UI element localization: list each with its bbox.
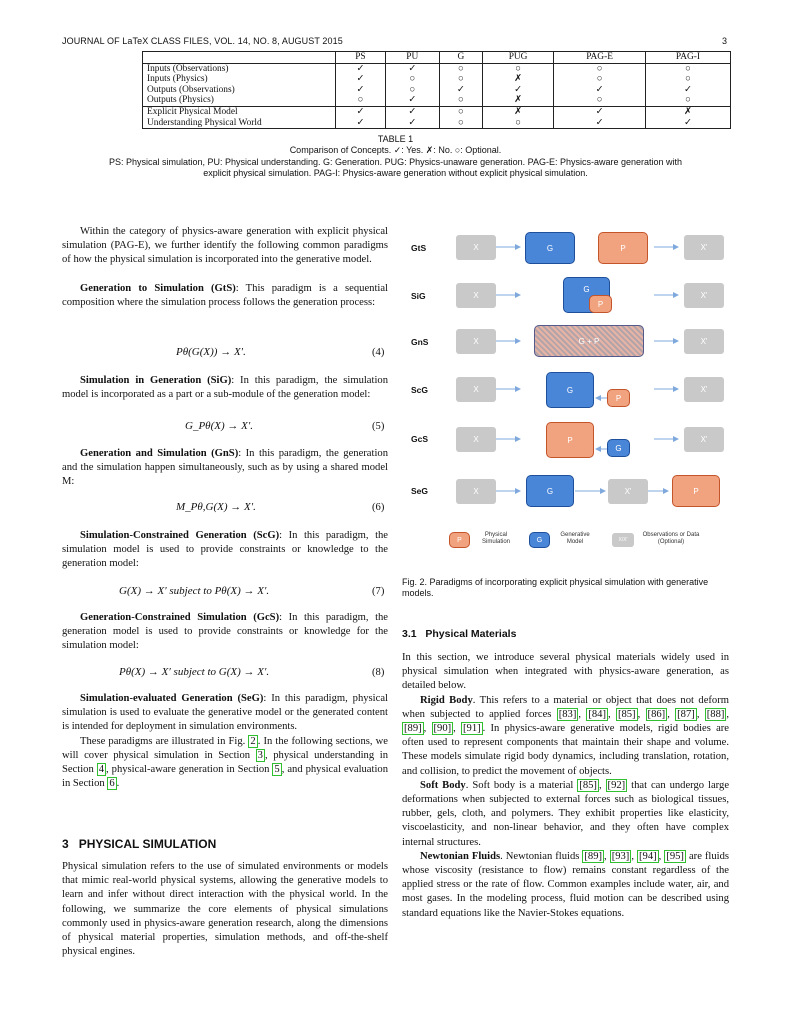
table-row <box>143 95 731 106</box>
citation-ref[interactable]: [94] <box>639 850 657 862</box>
row-label-scg: ScG <box>411 385 429 395</box>
table-cell: ○ <box>439 63 482 74</box>
col-pu: PU <box>385 52 439 64</box>
running-header: JOURNAL OF LaTeX CLASS FILES, VOL. 14, NO. 8, AUGUST 2015 <box>62 36 343 46</box>
seg-text: : In this paradigm, physical simulation is used to evaluate the generative model or the generated content is intended for deployment in simulation environments. <box>62 693 388 733</box>
table-legend-1: PS: Physical simulation, PU: Physical understanding. G: Generation. PUG: Physics-unaware generation. PAG-E: Physics-aware generation with <box>108 157 683 167</box>
table-cell: ○ <box>482 118 553 129</box>
table-cell: ○ <box>554 95 646 106</box>
table-cell: ○ <box>439 95 482 106</box>
scg-title: Simulation-Constrained Generation (ScG) <box>80 530 280 541</box>
sig-xp-box: X' <box>684 283 724 308</box>
table-cell: ✓ <box>554 118 646 129</box>
materials-intro: In this section, we introduce several physical materials widely used in physical simulation when integrated with physics-aware generation, as detailed below. <box>402 652 729 692</box>
table-row <box>143 74 731 85</box>
table-cell: ✓ <box>482 85 553 96</box>
scg-g-box: G <box>546 372 594 408</box>
table-cell: ✗ <box>482 74 553 85</box>
table-row <box>143 63 731 74</box>
intro-text: Within the category of physics-aware generation with explicit physical simulation (PAG-E), we further identify the following common paradigms of how the physical simulation is incorporated into the generative model. <box>62 226 388 266</box>
ref-section-6[interactable]: 6 <box>109 778 115 790</box>
citation-ref[interactable]: [84] <box>588 708 606 720</box>
col-pag-e: PAG-E <box>554 52 646 64</box>
para-sig <box>62 374 388 402</box>
section-3-title: PHYSICAL SIMULATION <box>78 837 217 851</box>
gns-gp-box: G + P <box>534 325 644 357</box>
table-cell: ✓ <box>439 85 482 96</box>
citation-ref[interactable]: [86] <box>647 708 666 720</box>
table-cell: ○ <box>645 63 730 74</box>
table-cell: ✓ <box>336 85 386 96</box>
table-cell: ✓ <box>336 118 386 129</box>
seg-xp-box: X' <box>608 479 648 504</box>
section-3-heading <box>62 837 216 851</box>
seg-p-box: P <box>672 475 720 507</box>
table-cell: ✓ <box>554 106 646 117</box>
gts-xp-box: X' <box>684 235 724 260</box>
table-cell: ○ <box>554 74 646 85</box>
sig-g-box: G <box>563 277 610 313</box>
newt-title: Newtonian Fluids <box>420 850 501 862</box>
citation-ref[interactable]: [90] <box>433 723 452 735</box>
soft-title: Soft Body <box>420 779 466 791</box>
table-cell: ✓ <box>385 63 439 74</box>
rigid-text-a: . This refers to a material or object that does not deform when subjected to applied forces <box>402 694 729 720</box>
table-caption: Comparison of Concepts. ✓: Yes. ✗: No. ○: Optional. <box>289 145 502 155</box>
gts-g-box: G <box>525 232 575 264</box>
table-cell: ✓ <box>385 95 439 106</box>
comparison-table <box>142 51 731 129</box>
legend-x-box: X/X' <box>612 533 634 547</box>
row-label: Outputs (Physics) <box>143 95 336 106</box>
ref-section-5[interactable]: 5 <box>274 764 280 776</box>
gcs-text: : In this paradigm, the generation model is used to provide constraints or knowledge for the simulation model: <box>62 612 389 652</box>
section-3-number: 3 <box>62 837 69 851</box>
col-pug: PUG <box>482 52 553 64</box>
table-cell: ○ <box>645 95 730 106</box>
para-gcs <box>62 611 388 654</box>
legend-x-label: Observations or Data (Optional) <box>642 532 700 545</box>
legend-p-box: P <box>449 532 470 548</box>
equation-5-number: (5) <box>372 421 385 432</box>
col-pag-i: PAG-I <box>645 52 730 64</box>
para-gns <box>62 447 388 490</box>
gns-text: : In this paradigm, the generation and the simulation happen simultaneously, such as by using a shared model M: <box>62 448 388 488</box>
table-cell: ○ <box>645 74 730 85</box>
row-label: Outputs (Observations) <box>143 85 336 96</box>
ill-text-f: . <box>116 778 120 790</box>
equation-6-number: (6) <box>372 502 385 513</box>
equation-4-number: (4) <box>372 347 385 358</box>
table-cell: ✓ <box>385 118 439 129</box>
para-soft-body <box>402 779 729 850</box>
scg-xp-box: X' <box>684 377 724 402</box>
row-label-gns: GnS <box>411 337 429 347</box>
subsection-number: 3.1 <box>402 628 417 640</box>
seg-title: Simulation-evaluated Generation (SeG) <box>80 693 264 704</box>
scg-p-box: P <box>607 389 630 407</box>
table-cell: ✓ <box>645 118 730 129</box>
para-scg <box>62 529 388 572</box>
citation-ref[interactable]: [93] <box>611 850 630 862</box>
ref-fig-2[interactable]: 2 <box>250 735 256 747</box>
table-row <box>143 106 731 117</box>
sig-x-box: X <box>456 283 496 308</box>
citation-ref[interactable]: [95] <box>666 850 684 862</box>
table-cell: ✗ <box>482 95 553 106</box>
row-label-sig: SiG <box>411 291 426 301</box>
table-corner <box>143 52 336 64</box>
table-cell: ✗ <box>645 106 730 117</box>
row-label-seg: SeG <box>411 486 429 496</box>
citation-ref[interactable]: [85] <box>579 779 597 791</box>
table-row <box>143 118 731 129</box>
table-cell: ○ <box>482 63 553 74</box>
citation-ref[interactable]: [91] <box>463 723 481 735</box>
citation-ref[interactable]: [87] <box>677 708 695 720</box>
rigid-text-b: . In physics-aware generative models, rigid bodies are often used to represent components that maintain their shape and volume. These models simulate rigid body dynamics, including translation, rotation, and collision, to predict the movement of objects. <box>402 723 730 777</box>
sig-p-box: P <box>589 295 612 313</box>
rigid-refs: [83] , [84] , [85] , [86] , [87] , [88] , [89] , [90] , [91] <box>404 708 730 735</box>
gts-x-box: X <box>456 235 496 260</box>
citation-ref[interactable]: [85] <box>617 708 636 720</box>
ill-text-e: , and physical evaluation in Section <box>62 764 388 790</box>
figure-2-caption: Fig. 2. Paradigms of incorporating explicit physical simulation with generative models. <box>402 577 709 598</box>
soft-text-b: that can undergo large deformations when subjected to external forces such as biological tissues, rubber, gels, cloth, and polymers. They exhibit properties like elasticity, viscoelasticity, and non-linear behavior, and they often have complex internal structures. <box>402 779 730 848</box>
para-rigid-body <box>402 694 729 779</box>
newt-refs: [89] , [93] , [94] , [95] <box>584 850 684 862</box>
ill-text-c: , physical understanding in Section <box>62 749 388 776</box>
table-legend-2: explicit physical simulation. PAG-I: Physics-aware generation without explicit physical simulation. <box>203 168 588 178</box>
gcs-p-box: P <box>546 422 594 458</box>
para-seg <box>62 692 388 791</box>
gts-p-box: P <box>598 232 648 264</box>
row-label: Explicit Physical Model <box>143 106 336 117</box>
gns-xp-box: X' <box>684 329 724 354</box>
table-cell: ○ <box>554 63 646 74</box>
section-3-text: Physical simulation refers to the use of simulated environments or models that mimic real-world physical systems, allowing the generative models to learn and infer without direct interaction with the physical world. In the following, we summarize the core elements of physical simulations commonly used in physics-aware generation research, along the dimensions of physical material properties, simulation methods, and off-the-shelf physical engines. <box>62 861 388 958</box>
table-cell: ○ <box>336 95 386 106</box>
legend-p-label: Physical Simulation <box>481 532 510 545</box>
para-intro <box>62 225 388 268</box>
gns-title: Generation and Simulation (GnS) <box>80 448 239 459</box>
ref-section-3[interactable]: 3 <box>257 749 263 761</box>
equation-7-number: (7) <box>372 586 385 597</box>
col-ps: PS <box>336 52 386 64</box>
table-cell: ✗ <box>482 106 553 117</box>
citation-ref[interactable]: [89] <box>404 723 422 735</box>
row-label-gts: GtS <box>411 243 427 253</box>
ill-text-b: . In the following sections, we will cover physical simulation in Section <box>62 735 388 761</box>
ill-text-a: These paradigms are illustrated in Fig. <box>80 735 249 747</box>
table-cell: ○ <box>385 85 439 96</box>
gts-title: Generation to Simulation (GtS) <box>80 283 236 294</box>
row-label-gcs: GcS <box>411 434 429 444</box>
para-gts <box>62 282 388 310</box>
para-section-3 <box>62 860 388 959</box>
equation-8-number: (8) <box>372 667 385 678</box>
subsection-title: Physical Materials <box>425 628 517 640</box>
soft-text-a: . Soft body is a material <box>465 779 578 791</box>
gcs-title: Generation-Constrained Simulation (GcS) <box>80 612 280 623</box>
ref-section-4[interactable]: 4 <box>98 764 105 776</box>
equation-4: Pθ(G(X)) → X′. <box>176 346 246 358</box>
table-cell: ✓ <box>554 85 646 96</box>
seg-g-box: G <box>526 475 574 507</box>
gcs-xp-box: X' <box>684 427 724 452</box>
scg-x-box: X <box>456 377 496 402</box>
table-cell: ○ <box>439 74 482 85</box>
table-row <box>143 85 731 96</box>
seg-x-box: X <box>456 479 496 504</box>
ill-text-d: , physical-aware generation in Section <box>106 764 273 776</box>
table-number: TABLE 1 <box>377 134 414 144</box>
table-cell: ✓ <box>336 74 386 85</box>
table-cell: ○ <box>439 106 482 117</box>
table-cell: ✓ <box>385 106 439 117</box>
soft-refs: [85] , [92] <box>579 779 626 791</box>
equation-7: G(X) → X′ subject to Pθ(X) → X′. <box>119 585 270 597</box>
row-label: Inputs (Physics) <box>143 74 336 85</box>
table-cell: ✓ <box>645 85 730 96</box>
subsection-3-1-heading <box>402 628 516 640</box>
citation-ref[interactable]: [83] <box>558 708 577 720</box>
table-header-row <box>143 52 731 64</box>
gcs-x-box: X <box>456 427 496 452</box>
sig-title: Simulation in Generation (SiG) <box>80 375 232 386</box>
para-newtonian-fluids <box>402 850 729 921</box>
table-cell: ○ <box>385 74 439 85</box>
legend-g-label: Generative Model <box>560 532 590 545</box>
table-cell: ✓ <box>336 106 386 117</box>
citation-ref[interactable]: [88] <box>706 708 725 720</box>
table-cell: ○ <box>439 118 482 129</box>
gcs-g-box: G <box>607 439 630 457</box>
row-label: Inputs (Observations) <box>143 63 336 74</box>
citation-ref[interactable]: [92] <box>607 779 626 791</box>
sig-text: : In this paradigm, the simulation model is incorporated as a part or a sub-module of the generation model: <box>62 375 388 401</box>
row-label: Understanding Physical World <box>143 118 336 129</box>
rigid-title: Rigid Body <box>420 694 473 706</box>
page-number: 3 <box>722 36 728 46</box>
equation-8: Pθ(X) → X′ subject to G(X) → X′. <box>119 666 270 678</box>
gns-x-box: X <box>456 329 496 354</box>
legend-g-box: G <box>529 532 550 548</box>
newt-text-b: are fluids whose viscosity (resistance to flow) remains constant regardless of the applied stress or the rate of flow. Common examples include water, air, and most gases. In the modeling process, fluid motion can be described using standard equations like the Navier-Stokes equations. <box>402 850 730 919</box>
scg-text: : In this paradigm, the simulation model is used to provide constraints or knowledge to the generation model: <box>62 530 389 570</box>
equation-6: M_Pθ,G(X) → X′. <box>176 501 256 513</box>
right-column-text <box>402 651 729 921</box>
citation-ref[interactable]: [89] <box>584 850 603 862</box>
equation-5: G_Pθ(X) → X′. <box>185 420 253 432</box>
gts-text: : This paradigm is a sequential composition where the simulation process follows the generation process: <box>62 283 388 309</box>
newt-text-a: . Newtonian fluids <box>500 850 583 862</box>
col-g: G <box>439 52 482 64</box>
table-cell: ✓ <box>336 63 386 74</box>
